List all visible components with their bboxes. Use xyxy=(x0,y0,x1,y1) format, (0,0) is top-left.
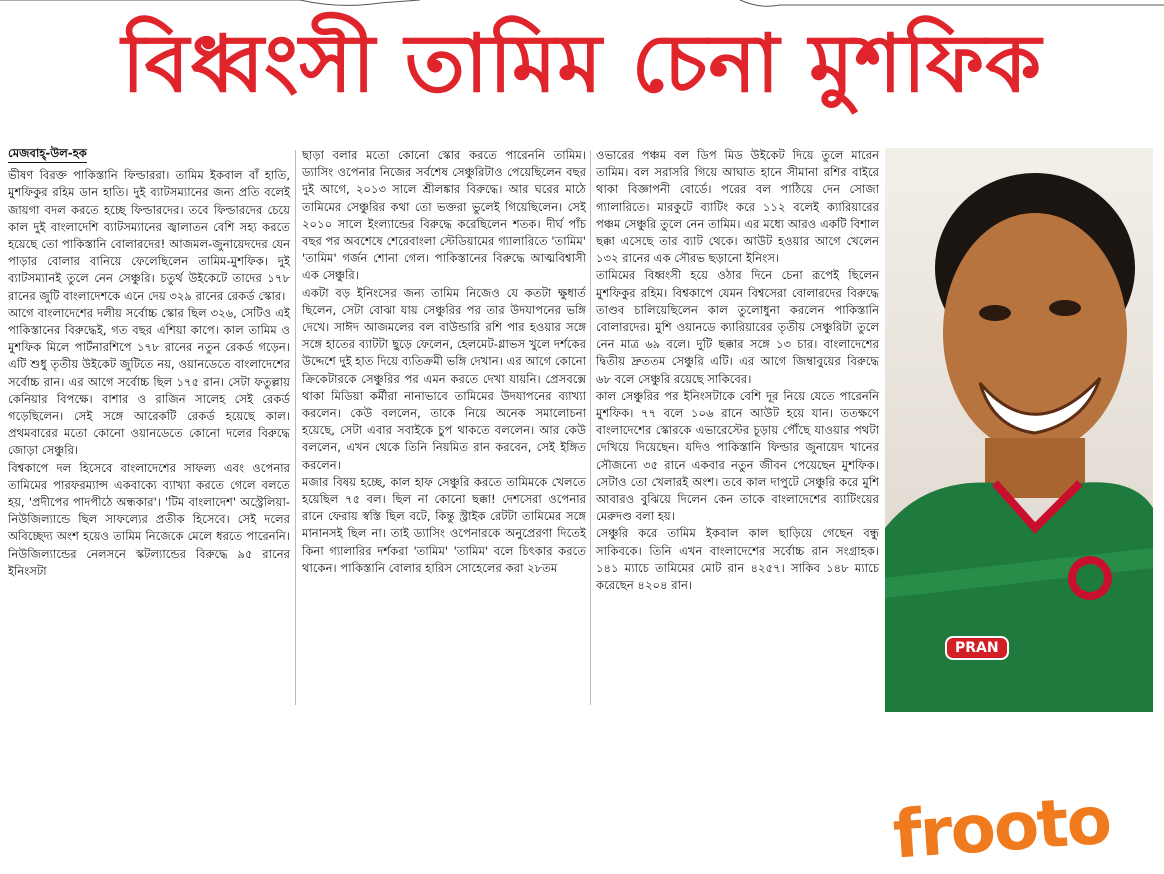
column-divider xyxy=(295,150,296,705)
paragraph: ছাড়া বলার মতো কোনো স্কোর করতে পারেননি তামিম। ড্যাসিং ওপেনার নিজের সর্বশেষ সেঞ্চুরিটাও পেয়েছিলেন বছর দুই আগে, ২০১৩ সালে শ্রীলঙ্কার বিরুদ্ধে। আর ঘরের মাঠে তামিমের সেঞ্চুরির কথা তো ভক্তরা ভুলেই গিয়েছিলেন। সেই ২০১০ সালে ইংল্যান্ডের বিরুদ্ধে করেছিলেন শতক। দীর্ঘ পাঁচ বছর পর অবশেষে শেরেবাংলা স্টেডিয়ামের গ্যালারিতে 'তামিম' 'তামিম' গর্জন শোনা গেল। পাকিস্তানের বিরুদ্ধে আত্মবিশ্বাসী এক সেঞ্চুরি। xyxy=(302,148,586,283)
paragraph: মজার বিষয় হচ্ছে, কাল হাফ সেঞ্চুরি করতে তামিমকে খেলতে হয়েছিল ৭৫ বল। ছিল না কোনো ছক্কা! দেশসেরা ওপেনার রানে ফেরায় স্বস্তি ছিল বটে, কিন্তু স্ট্রাইক রেটটা তামিমের সঙ্গে মানানসই ছিল না। তাই ড্যাসিং ওপেনারকে অনুপ্রেরণা দিতেই কিনা গ্যালারির দর্শকরা 'তামিম' 'তামিম' বলে চিৎকার করতে থাকেন। পাকিস্তানি বোলার হারিস সোহেলের করা ২৮তম xyxy=(302,474,586,575)
player-illustration xyxy=(885,148,1153,712)
paragraph: ওভারের পঞ্চম বল ডিপ মিড উইকেট দিয়ে তুলে মারেন তামিম। বল সরাসরি গিয়ে আঘাত হানে সীমানা রশির বাইরে থাকা বিজ্ঞাপনী বোর্ডে। পরের বল পাঠিয়ে দেন সোজা গ্যালারিতে। মারকুটে ব্যাটিং করে ১১২ বলেই ক্যারিয়ারের পঞ্চম সেঞ্চুরি তুলে নেন তামিম। এর মধ্যে আরও একটি বিশাল ছক্কা এসেছে তার ব্যাট থেকে। আউট হওয়ার আগে খেলেন ১৩২ রানের এক সৌরভ ছড়ানো ইনিংস। xyxy=(596,148,879,266)
headline: বিধ্বংসী তামিম চেনা মুশফিক xyxy=(121,16,1043,110)
frooto-sponsor-logo: frooto xyxy=(890,781,1113,874)
player-photo xyxy=(885,148,1153,874)
column-divider xyxy=(590,150,591,705)
paragraph: বিশ্বকাপে দল হিসেবে বাংলাদেশের সাফল্য এবং ওপেনার তামিমের পারফরম্যান্স একবাক্যে ব্যাখ্যা করতে গেলে বলতে হয়, 'প্রদীপের পাদপীঠে অন্ধকার'। 'টিম বাংলাদেশ' অস্ট্রেলিয়া-নিউজিল্যান্ডে ছিল সাফল্যের প্রতীক হিসেবে। সেই দলের অবিচ্ছেদ্য অংশ হয়েও তামিম নিজেকে মেলে ধরতে পারেননি। নিউজিল্যান্ডের নেলসনে স্কটল্যান্ডের বিরুদ্ধে ৯৫ রানের ইনিংসটা xyxy=(8,460,290,578)
pran-sponsor-badge: PRAN xyxy=(945,636,1009,660)
paragraph: ভীষণ বিরক্ত পাকিস্তানি ফিল্ডাররা। তামিম ইকবাল বাঁ হাতি, মুশফিকুর রহিম ডান হাতি। দুই ব্যাটসম্যানের জন্য প্রতি বলেই জায়গা বদল করতে হচ্ছে ফিল্ডারদের। তবে ফিল্ডারদের চেয়ে কাল দুই বাংলাদেশি ব্যাটসম্যানের জ্বালাতন বেশি সহ্য করতে হয়েছে তো পাকিস্তানি বোলারদের! আজমল-জুনায়েদদের যেন পাড়ার বোলার বানিয়ে ফেলেছিলেন তামিম-মুশফিক। দুই ব্যাটসম্যানই তুলে নেন সেঞ্চুরি। চতুর্থ উইকেটে তাদের ১৭৮ রানের জুটি বাংলাদেশকে এনে দেয় ৩২৯ রানের রেকর্ড স্কোর। xyxy=(8,168,290,303)
paragraph: তামিমের বিধ্বংসী হয়ে ওঠার দিনে চেনা রূপেই ছিলেন মুশফিকুর রহিম। বিশ্বকাপে যেমন বিশ্বসেরা বোলারদের বিরুদ্ধে তাণ্ডব চালিয়েছিলেন কাল তুলোধুনা করলেন পাকিস্তানি বোলারদের। মুশি ওয়ানডে ক্যারিয়ারের তৃতীয় সেঞ্চুরিটা তুলে নেন মাত্র ৬৯ বলে। দুটি ছক্কার সঙ্গে ১৩ চার। বাংলাদেশের দ্বিতীয় দ্রুততম সেঞ্চুরি এটি। এর আগে জিম্বাবুয়ের বিরুদ্ধে ৬৮ বলে সেঞ্চুরি রয়েছে সাকিবের। xyxy=(596,268,879,386)
paragraph: কাল সেঞ্চুরির পর ইনিংসটাকে বেশি দূর নিয়ে যেতে পারেননি মুশফিক। ৭৭ বলে ১০৬ রানে আউট হয়ে যান। ততক্ষণে বাংলাদেশের স্কোরকে এভারেস্টের চূড়ায় পৌঁছে যাওয়ার পথটা দেখিয়ে দিয়েছেন। যদিও পাকিস্তানি ফিল্ডার জুনায়েদ খানের সৌজন্যে ৩৫ রানে একবার নতুন জীবন পেয়েছেন মুশফিক। সেটাও তো খেলারই অংশ। তবে কাল দাপুটে সেঞ্চুরি করে মুশি আবারও বুঝিয়ে দিলেন কেন তাকে বাংলাদেশের ব্যাটিংয়ের মেরুদণ্ড বলা হয়। xyxy=(596,388,879,524)
article-column-1 xyxy=(8,145,290,713)
paragraph: একটা বড় ইনিংসের জন্য তামিম নিজেও যে কতটা ক্ষুধার্ত ছিলেন, সেটা বোঝা যায় সেঞ্চুরির পর তার উদযাপনের ভঙ্গি দেখে। সাঈদ আজমলের বল বাউন্ডারি রশি পার হওয়ার সঙ্গে সঙ্গে হাতের ব্যাটটা ছুড়ে ফেলেন, হেলমেট-গ্লাভস খুলে দর্শকের উদ্দেশে দুই হাত দিয়ে ব্যতিক্রমী ভঙ্গি দেখান। এর আগে কোনো ক্রিকেটারকে সেঞ্চুরির পর এমন করতে দেখা যায়নি। প্রেসবক্সে থাকা মিডিয়া কর্মীরা নানাভাবে তামিমের উদযাপনের ব্যাখ্যা করলেন। কেউ বললেন, তাকে নিয়ে অনেক সমালোচনা হয়েছে, সেটা এবার সবাইকে চুপ থাকতে বললেন। আর কেউ বললেন, এখন থেকে তিনি নিয়মিত রান করবেন, সেই ইঙ্গিত করলেন। xyxy=(302,285,586,472)
paragraph: আগে বাংলাদেশের দলীয় সর্বোচ্চ স্কোর ছিল ৩২৬, সেটিও এই পাকিস্তানের বিরুদ্ধেই, গত বছর এশিয়া কাপে। কাল তামিম ও মুশফিক মিলে পার্টনারশিপে ১৭৮ রানের নতুন রেকর্ড গড়েন। এটি শুধু তৃতীয় উইকেট জুটিতে নয়, ওয়ানডেতে বাংলাদেশের সর্বোচ্চ রান। এর আগে সর্বোচ্চ ছিল ১৭৫ রান। সেটা ফতুল্লায় কেনিয়ার বিপক্ষে। বাশার ও রাজিন সালেহ সেই রেকর্ড গড়েছিলেন। সেই সঙ্গে আরেকটি রেকর্ড হয়েছে কাল। প্রথমবারের মতো কোনো ওয়ানডেতে কোনো দলের বিরুদ্ধে জোড়া সেঞ্চুরি। xyxy=(8,305,290,458)
article-column-3 xyxy=(596,147,879,715)
paragraph: সেঞ্চুরি করে তামিম ইকবাল কাল ছাড়িয়ে গেছেন বন্ধু সাকিবকে। তিনি এখন বাংলাদেশের সর্বোচ্চ রান সংগ্রাহক। ১৪১ ম্যাচে তামিমের মোট রান ৪২৫৭। সাকিব ১৪৮ ম্যাচে করেছেন ৪২০৪ রান। xyxy=(596,526,879,593)
byline: মেজবাহ্‌-উল-হক xyxy=(8,145,87,163)
article-column-2 xyxy=(302,147,586,715)
